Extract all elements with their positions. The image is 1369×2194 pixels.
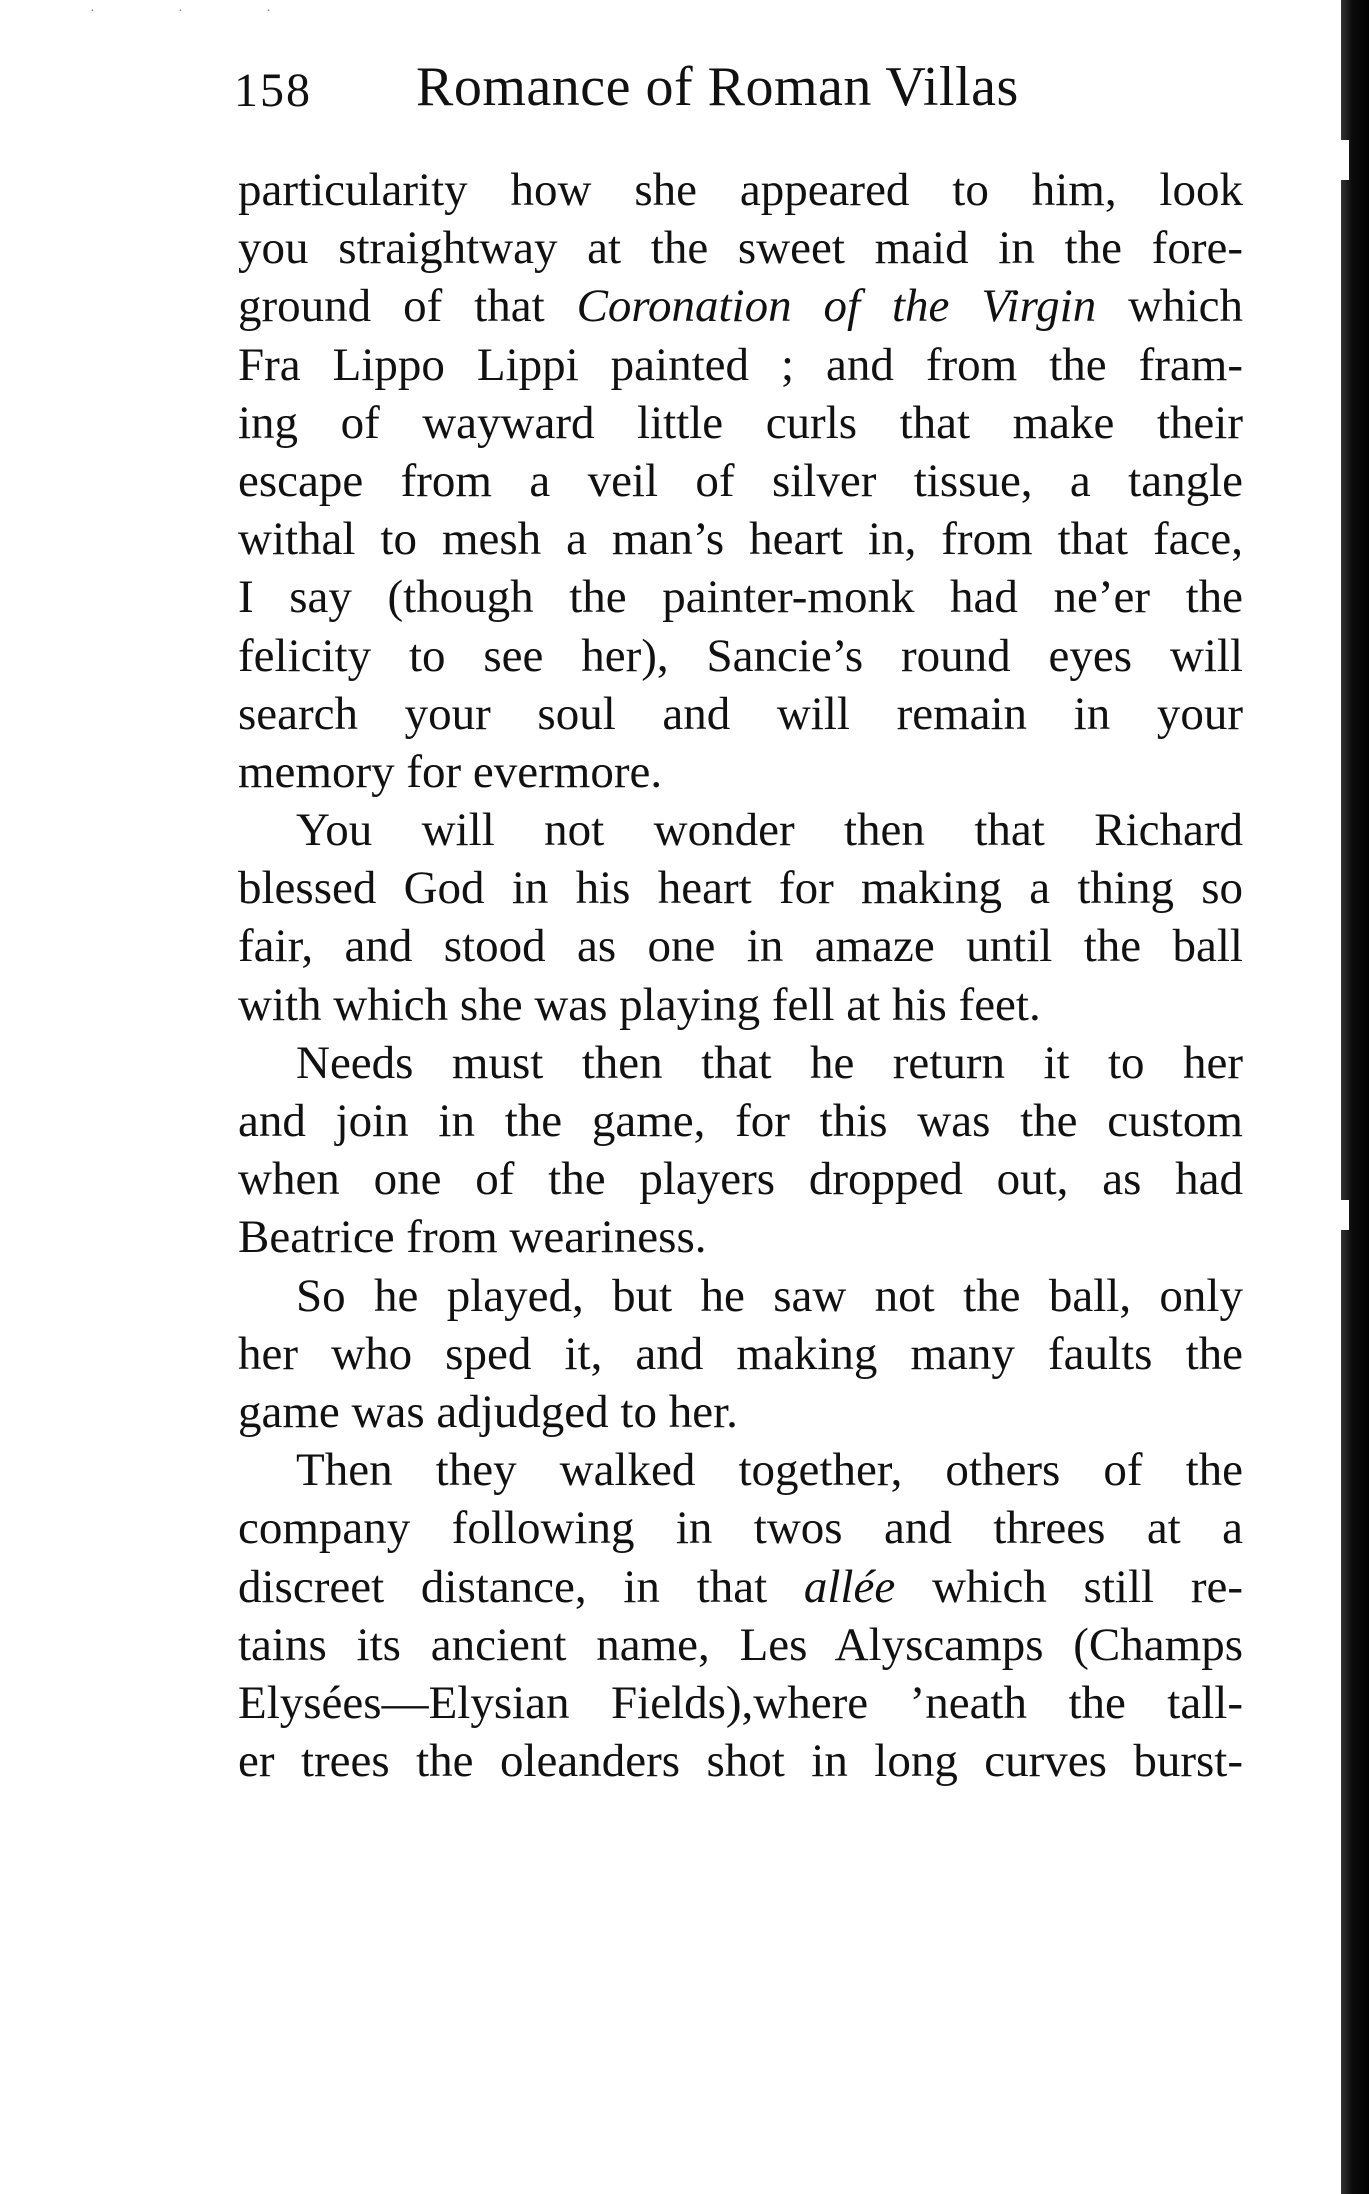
text-line: withal to mesh a man’s heart in, from that face, xyxy=(238,513,1243,566)
text-line: company following in twos and threes at a xyxy=(238,1502,1243,1555)
page-header xyxy=(234,55,1244,125)
page-number: 158 xyxy=(234,64,312,117)
text-line: memory for evermore. xyxy=(238,745,663,798)
text-line: ing of wayward little curls that make their xyxy=(238,396,1243,449)
italic-phrase: Coronation of the Virgin xyxy=(576,280,1097,333)
text-line: and join in the game, for this was the custom xyxy=(238,1095,1243,1147)
text-line: blessed God in his heart for making a thing so xyxy=(238,862,1243,915)
scan-specks: · · · xyxy=(90,4,311,19)
running-title: Romance of Roman Villas xyxy=(416,56,1019,118)
text-line: Beatrice from weariness. xyxy=(238,1211,707,1264)
text-line: Then they walked together, others of the xyxy=(296,1444,1243,1497)
body-text xyxy=(238,161,1243,1790)
text-line: when one of the players dropped out, as had xyxy=(238,1153,1243,1206)
text-line: felicity to see her), Sancie’s round eyes will xyxy=(238,629,1243,682)
text-line: ground of that Coronation of the Virgin which xyxy=(238,280,1243,333)
text-line: So he played, but he saw not the ball, only xyxy=(296,1269,1243,1322)
text-line: you straightway at the sweet maid in the fore- xyxy=(238,222,1243,275)
text-line: You will not wonder then that Richard xyxy=(296,804,1243,857)
text-line: Fra Lippo Lippi painted ; and from the fram- xyxy=(238,338,1243,391)
text-line: fair, and stood as one in amaze until the ball xyxy=(238,920,1243,973)
text-line: tains its ancient name, Les Alyscamps (Champs xyxy=(238,1618,1243,1671)
text-line: game was adjudged to her. xyxy=(238,1385,738,1438)
text-line: Needs must then that he return it to her xyxy=(296,1036,1243,1089)
text-line: with which she was playing fell at his feet. xyxy=(238,978,1041,1031)
text-line: Elysées—Elysian Fields),where ’neath the tall- xyxy=(238,1676,1243,1729)
text-line: her who sped it, and making many faults the xyxy=(238,1327,1243,1380)
text-line: I say (though the painter-monk had ne’er the xyxy=(238,571,1243,624)
italic-phrase: allée xyxy=(803,1560,896,1613)
text-line: er trees the oleanders shot in long curves burst- xyxy=(238,1735,1243,1788)
text-line: particularity how she appeared to him, look xyxy=(238,164,1243,216)
page-edge-shadow xyxy=(1341,0,1369,2194)
text-line: search your soul and will remain in your xyxy=(238,687,1243,740)
text-line: escape from a veil of silver tissue, a tangle xyxy=(238,454,1243,507)
text-line: discreet distance, in that allée which still re- xyxy=(238,1560,1243,1613)
